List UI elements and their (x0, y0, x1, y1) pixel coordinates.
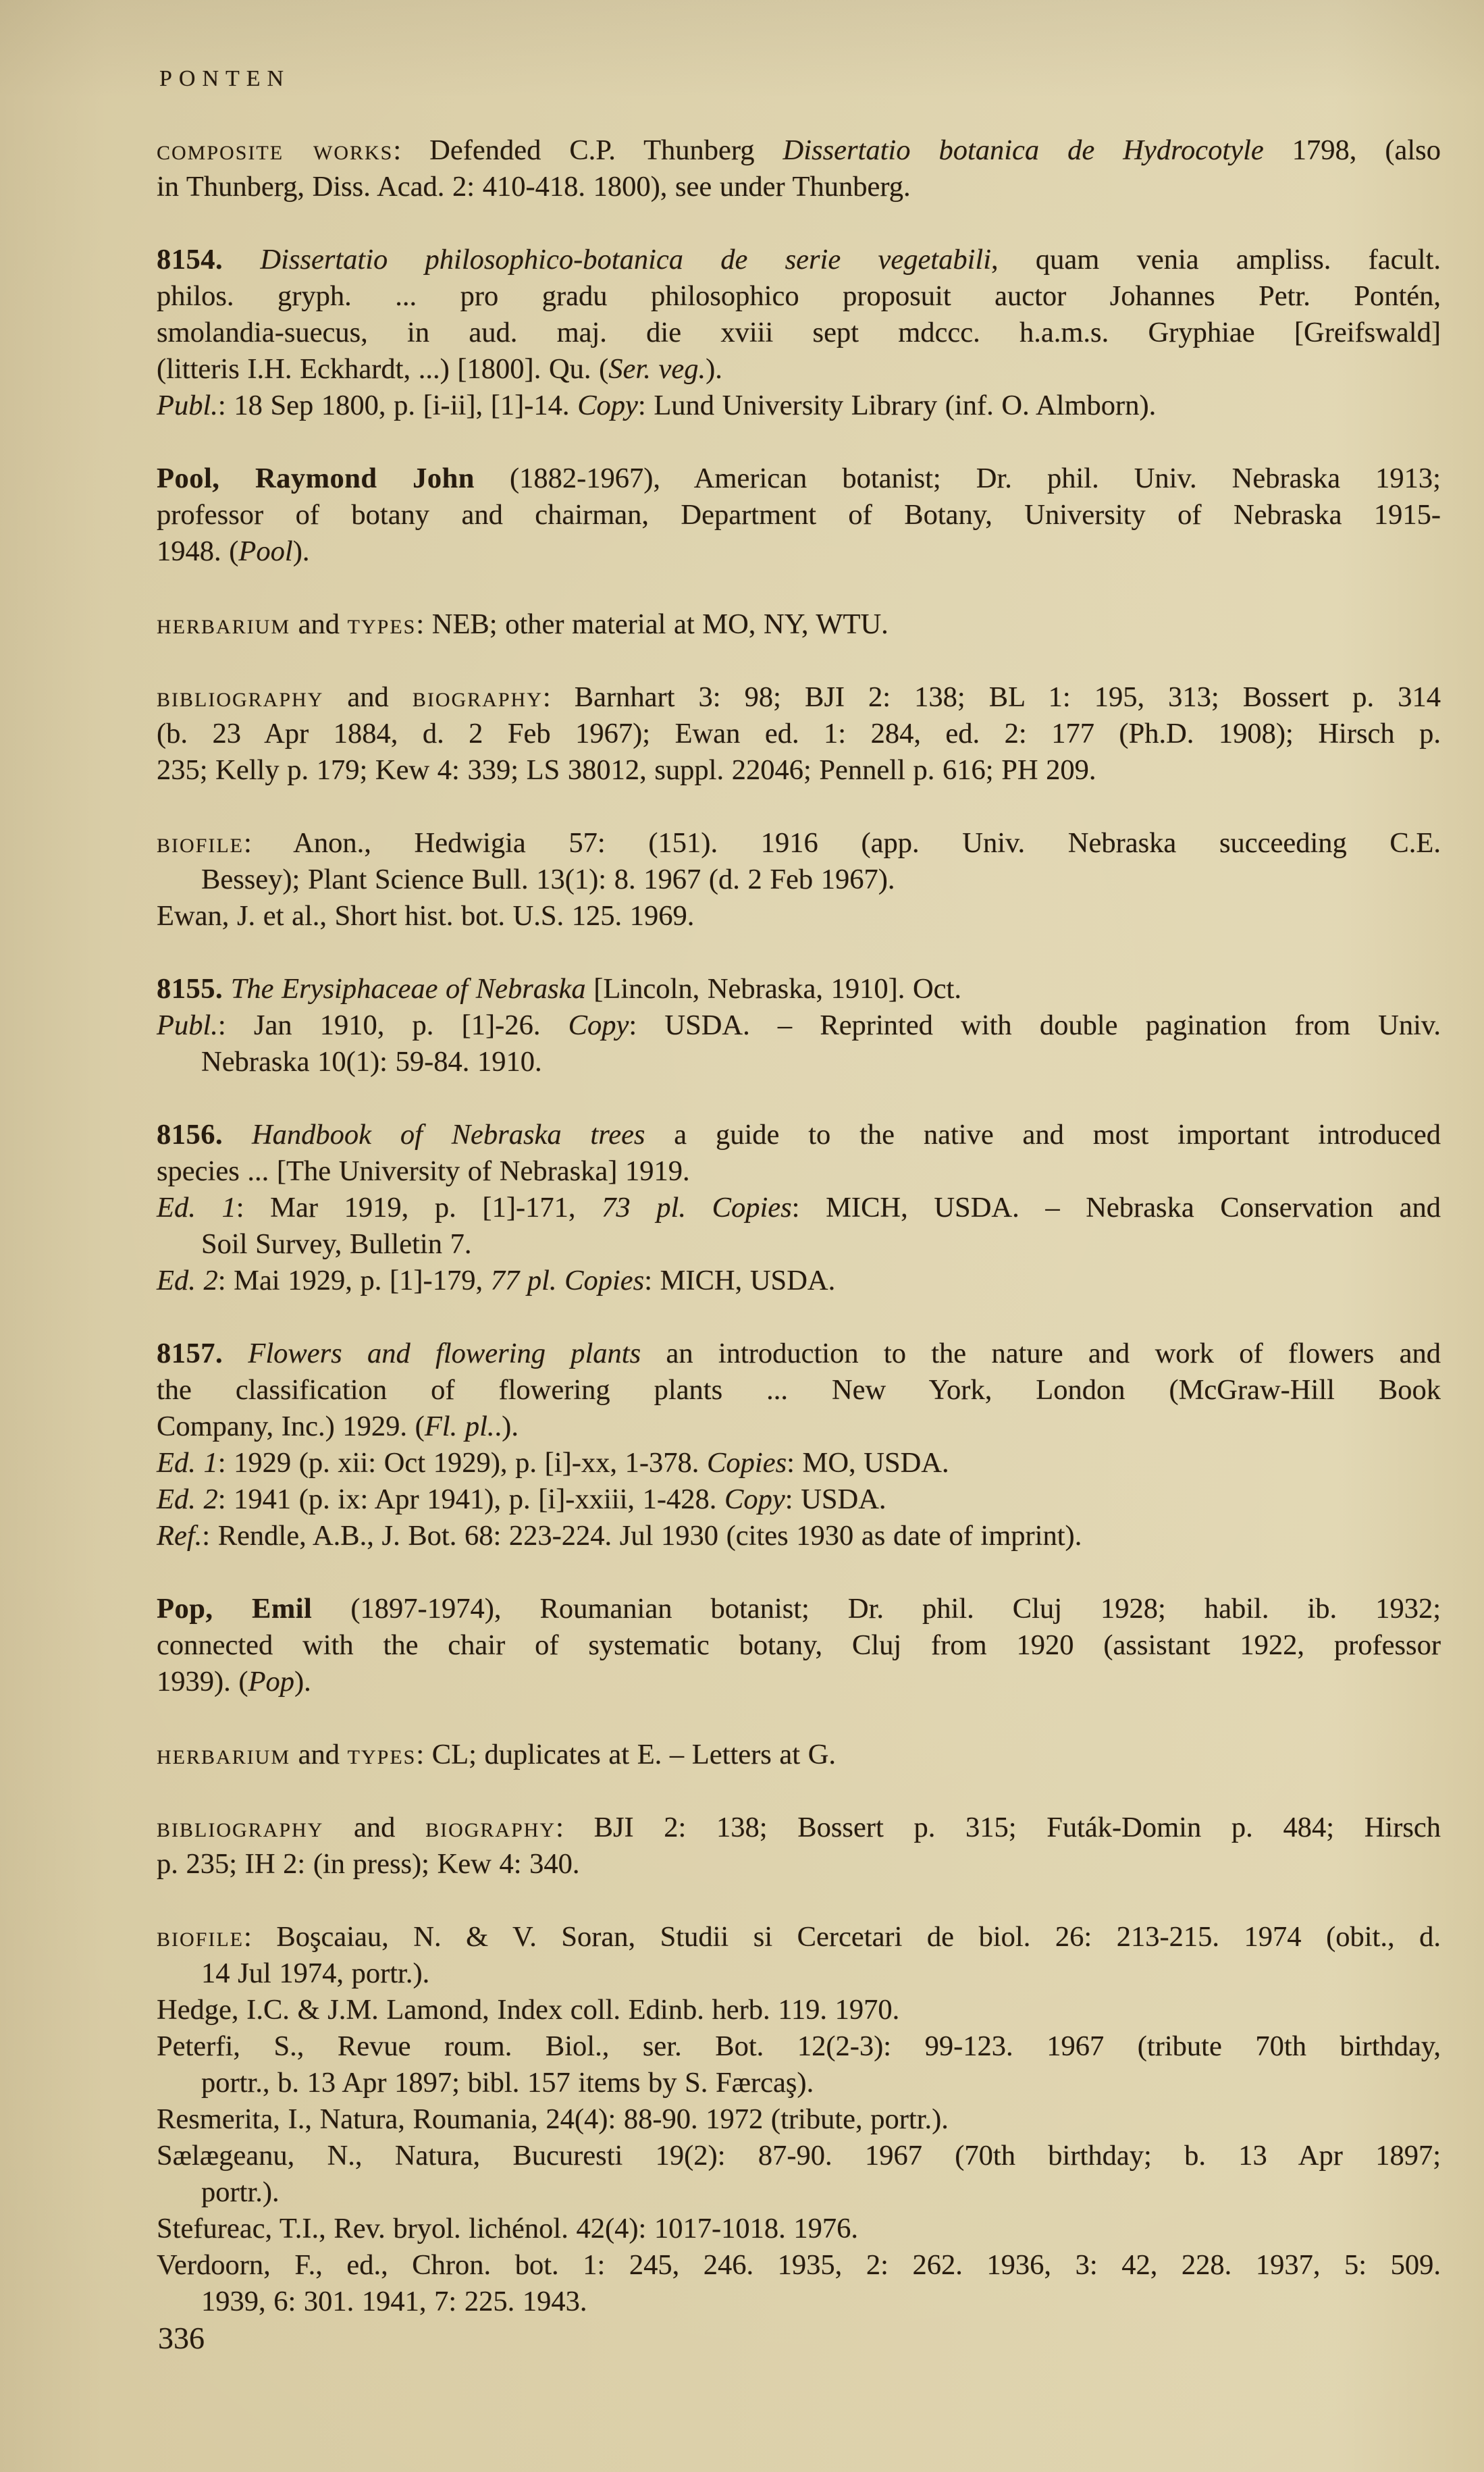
text-line (157, 2065, 1441, 2101)
biofile-pool (157, 825, 1441, 935)
text-run: smolandia-suecus, in aud. maj. die xviii sept mdccc. h.a.m.s. Gryphiae [Greifswald] (157, 317, 1441, 348)
text-line (157, 1992, 1441, 2028)
text-line (157, 1846, 1441, 1883)
text-line (157, 497, 1441, 533)
text-line (157, 2284, 1441, 2320)
text-run: professor of botany and chairman, Department of Botany, University of Nebraska 1915- (157, 499, 1441, 531)
bibliography-and-biography-pop (157, 1810, 1441, 1883)
text-run: Stefureac, T.I., Rev. bryol. lichénol. 42(4): 1017-1018. 1976. (157, 2213, 858, 2244)
text-run: : 18 Sep 1800, p. [i-ii], [1]-14. (217, 390, 578, 421)
text-line (157, 1481, 1441, 1518)
text-line (157, 1409, 1441, 1445)
text-run: in Thunberg, Diss. Acad. 2: 410-418. 1800), see under Thunberg. (157, 171, 911, 203)
text-line (157, 898, 1441, 935)
smallcaps-label: biofile (157, 827, 244, 859)
italic-text: Ed. 2 (157, 1265, 218, 1296)
entry-8155 (157, 971, 1441, 1080)
text-run: : NEB; other material at MO, NY, WTU. (416, 608, 889, 640)
text-run: : Boşcaiau, N. & V. Soran, Studii si Cercetari de biol. 26: 213-215. 1974 (obit., d. (244, 1921, 1441, 1953)
text-line (157, 1737, 1441, 1773)
text-run: Peterfi, S., Revue roum. Biol., ser. Bot. 12(2-3): 99-123. 1967 (tribute 70th birthday, (157, 2030, 1441, 2062)
text-run: portr., b. 13 Apr 1897; bibl. 157 items by S. Færcaş). (201, 2067, 814, 2099)
bibliography-and-biography-pool (157, 679, 1441, 789)
smallcaps-label: types (347, 1739, 417, 1770)
text-line (157, 2247, 1441, 2284)
text-run: portr.). (201, 2176, 280, 2208)
text-run: : MICH, USDA. (644, 1265, 836, 1296)
bold-text: Pop, Emil (157, 1593, 313, 1625)
italic-text: Dissertatio botanica de Hydrocotyle (783, 134, 1264, 166)
text-run: : 1929 (p. xii: Oct 1929), p. [i]-xx, 1-378. (217, 1447, 708, 1479)
text-run: : Lund University Library (inf. O. Almborn). (637, 390, 1157, 421)
text-run: : 1941 (p. ix: Apr 1941), p. [i]-xxiii, 1-428. (217, 1483, 725, 1515)
italic-text: Ref. (157, 1520, 203, 1552)
text-line (157, 679, 1441, 716)
smallcaps-label: composite works (157, 134, 394, 166)
text-run: 1798, (also (1263, 134, 1441, 166)
text-run: and (323, 1812, 426, 1843)
italic-text: Copy (724, 1483, 785, 1515)
text-line (157, 1044, 1441, 1080)
text-run: : Mai 1929, p. [1]-179, (217, 1265, 491, 1296)
italic-text: Fl. pl. (424, 1411, 495, 1442)
text-line (157, 606, 1441, 643)
entry-pool-raymond-john (157, 461, 1441, 570)
text-run: (b. 23 Apr 1884, d. 2 Feb 1967); Ewan ed. 1: 284, ed. 2: 177 (Ph.D. 1908); Hirsch p. (157, 718, 1441, 750)
entry-8156 (157, 1117, 1441, 1299)
bold-text: 8157. (157, 1338, 223, 1369)
text-line (157, 1007, 1441, 1044)
italic-text: Copy (568, 1009, 629, 1041)
text-line (157, 461, 1441, 497)
text-run: 1939, 6: 301. 1941, 7: 225. 1943. (201, 2286, 587, 2317)
text-run: (litteris I.H. Eckhardt, ...) [1800]. Qu. ( (157, 353, 609, 385)
text-line (157, 1955, 1441, 1992)
text-line (157, 1263, 1441, 1299)
text-line (157, 1153, 1441, 1190)
text-run (557, 1265, 565, 1296)
text-run: : Rendle, A.B., J. Bot. 68: 223-224. Jul 1930 (cites 1930 as date of imprint). (202, 1520, 1082, 1552)
smallcaps-label: biography (425, 1812, 556, 1843)
bold-text: 8155. (157, 973, 223, 1005)
text-run: and (323, 681, 413, 713)
entry-8157 (157, 1336, 1441, 1554)
italic-text: Ser. veg. (608, 353, 706, 385)
text-run: a guide to the native and most important introduced (645, 1119, 1441, 1151)
text-run: the classification of flowering plants ... New York, London (McGraw-Hill Book (157, 1374, 1441, 1406)
text-run (686, 1192, 712, 1224)
text-run: p. 235; IH 2: (in press); Kew 4: 340. (157, 1848, 580, 1880)
text-line (157, 1190, 1441, 1226)
bold-text: Pool, Raymond John (157, 463, 475, 494)
text-run: : Barnhart 3: 98; BJI 2: 138; BL 1: 195, 313; Bossert p. 314 (542, 681, 1441, 713)
smallcaps-label: herbarium (157, 1739, 291, 1770)
text-line (157, 1336, 1441, 1372)
text-run: and (290, 1739, 348, 1770)
text-run: : BJI 2: 138; Bossert p. 315; Futák-Domin p. 484; Hirsch (556, 1812, 1441, 1843)
text-line (157, 1445, 1441, 1481)
page-body (157, 132, 1441, 2320)
text-run: ). (292, 535, 310, 567)
text-run: and (290, 608, 348, 640)
text-run: : Jan 1910, p. [1]-26. (217, 1009, 568, 1041)
text-run: : Anon., Hedwigia 57: (151). 1916 (app. Univ. Nebraska succeeding C.E. (244, 827, 1441, 859)
herbarium-and-types-pop (157, 1737, 1441, 1773)
italic-text: Flowers and flowering plants (223, 1338, 641, 1369)
text-run: : CL; duplicates at E. – Letters at G. (416, 1739, 837, 1770)
text-line (157, 1664, 1441, 1700)
text-run: connected with the chair of systematic botany, Cluj from 1920 (assistant 1922, professor (157, 1629, 1441, 1661)
italic-text: Copy (577, 390, 638, 421)
text-run: (1897-1974), Roumanian botanist; Dr. phil. Cluj 1928; habil. ib. 1932; (312, 1593, 1441, 1625)
text-run: 1948. ( (157, 535, 239, 567)
smallcaps-label: biofile (157, 1921, 244, 1953)
text-run: 14 Jul 1974, portr.). (201, 1957, 430, 1989)
text-line (157, 2211, 1441, 2247)
entry-pop-emil (157, 1591, 1441, 1700)
text-run: : USDA. – Reprinted with double pagination from Univ. (629, 1009, 1441, 1041)
text-run: ). (294, 1666, 311, 1698)
text-line (157, 971, 1441, 1007)
text-run: , quam venia ampliss. facult. (991, 244, 1441, 275)
text-run: .). (494, 1411, 519, 1442)
smallcaps-label: bibliography (157, 1812, 324, 1843)
italic-text: Handbook of Nebraska trees (223, 1119, 645, 1151)
text-run: [Lincoln, Nebraska, 1910]. Oct. (585, 973, 961, 1005)
text-run: ). (706, 353, 722, 385)
text-run: 1939). ( (157, 1666, 248, 1698)
text-run: species ... [The University of Nebraska] 1919. (157, 1155, 690, 1187)
smallcaps-label: types (347, 608, 417, 640)
italic-text: Pop (248, 1666, 295, 1698)
text-line (157, 2101, 1441, 2138)
text-line (157, 1919, 1441, 1955)
text-run: an introduction to the nature and work of flowers and (641, 1338, 1441, 1369)
running-header: PONTEN (159, 66, 291, 91)
bold-text: 8156. (157, 1119, 223, 1151)
text-run: Soil Survey, Bulletin 7. (201, 1228, 472, 1260)
text-line (157, 1226, 1441, 1263)
page-number: 336 (158, 2321, 205, 2355)
italic-text: Ed. 1 (157, 1447, 218, 1479)
text-line (157, 1591, 1441, 1627)
text-run: philos. gryph. ... pro gradu philosophico proposuit auctor Johannes Petr. Pontén, (157, 280, 1441, 312)
text-line (157, 388, 1441, 424)
text-run: Hedge, I.C. & J.M. Lamond, Index coll. Edinb. herb. 119. 1970. (157, 1994, 900, 2026)
biofile-pop (157, 1919, 1441, 2320)
text-line (157, 716, 1441, 752)
italic-text: Copies (712, 1192, 792, 1224)
italic-text: Pool (238, 535, 293, 567)
text-run: Ewan, J. et al., Short hist. bot. U.S. 125. 1969. (157, 900, 695, 932)
text-run: : Mar 1919, p. [1]-171, (236, 1192, 602, 1224)
text-run: Company, Inc.) 1929. ( (157, 1411, 425, 1442)
text-line (157, 825, 1441, 862)
italic-text: 73 pl. (602, 1192, 686, 1224)
text-line (157, 752, 1441, 789)
italic-text: 77 pl. (490, 1265, 557, 1296)
text-run: Sælægeanu, N., Natura, Bucuresti 19(2): 87-90. 1967 (70th birthday; b. 13 Apr 1897; (157, 2140, 1441, 2172)
text-run: Verdoorn, F., ed., Chron. bot. 1: 245, 246. 1935, 2: 262. 1936, 3: 42, 228. 1937, 5: 509. (157, 2249, 1441, 2281)
text-run: 235; Kelly p. 179; Kew 4: 339; LS 38012, suppl. 22046; Pennell p. 616; PH 209. (157, 754, 1096, 786)
bold-text: 8154. (157, 244, 223, 275)
text-line (157, 2138, 1441, 2174)
text-run: Bessey); Plant Science Bull. 13(1): 8. 1967 (d. 2 Feb 1967). (201, 864, 895, 895)
italic-text: Copies (564, 1265, 645, 1296)
text-run: : Defended C.P. Thunberg (393, 134, 783, 166)
text-run: : USDA. (785, 1483, 886, 1515)
italic-text: Copies (707, 1447, 787, 1479)
herbarium-and-types-pool (157, 606, 1441, 643)
italic-text: Dissertatio philosophico-botanica de serie vegetabili (223, 244, 992, 275)
text-line (157, 533, 1441, 570)
text-line (157, 169, 1441, 205)
text-line (157, 2028, 1441, 2065)
text-line (157, 1372, 1441, 1409)
italic-text: Publ. (157, 390, 218, 421)
smallcaps-label: herbarium (157, 608, 291, 640)
italic-text: Ed. 1 (157, 1192, 236, 1224)
smallcaps-label: biography (412, 681, 543, 713)
text-run: Nebraska 10(1): 59-84. 1910. (201, 1046, 542, 1078)
text-run: : MO, USDA. (787, 1447, 949, 1479)
italic-text: The Erysiphaceae of Nebraska (223, 973, 586, 1005)
text-line (157, 242, 1441, 278)
text-line (157, 351, 1441, 388)
italic-text: Ed. 2 (157, 1483, 218, 1515)
text-run: : MICH, USDA. – Nebraska Conservation and (791, 1192, 1441, 1224)
text-line (157, 2174, 1441, 2211)
text-line (157, 862, 1441, 898)
text-line (157, 1117, 1441, 1153)
entry-composite-works (157, 132, 1441, 205)
text-line (157, 278, 1441, 315)
italic-text: Publ. (157, 1009, 218, 1041)
text-line (157, 132, 1441, 169)
text-line (157, 1518, 1441, 1554)
text-line (157, 1810, 1441, 1846)
text-run: Resmerita, I., Natura, Roumania, 24(4): 88-90. 1972 (tribute, portr.). (157, 2103, 949, 2135)
text-line (157, 1627, 1441, 1664)
entry-8154 (157, 242, 1441, 424)
text-run: (1882-1967), American botanist; Dr. phil. Univ. Nebraska 1913; (474, 463, 1441, 494)
smallcaps-label: bibliography (157, 681, 324, 713)
text-line (157, 315, 1441, 351)
